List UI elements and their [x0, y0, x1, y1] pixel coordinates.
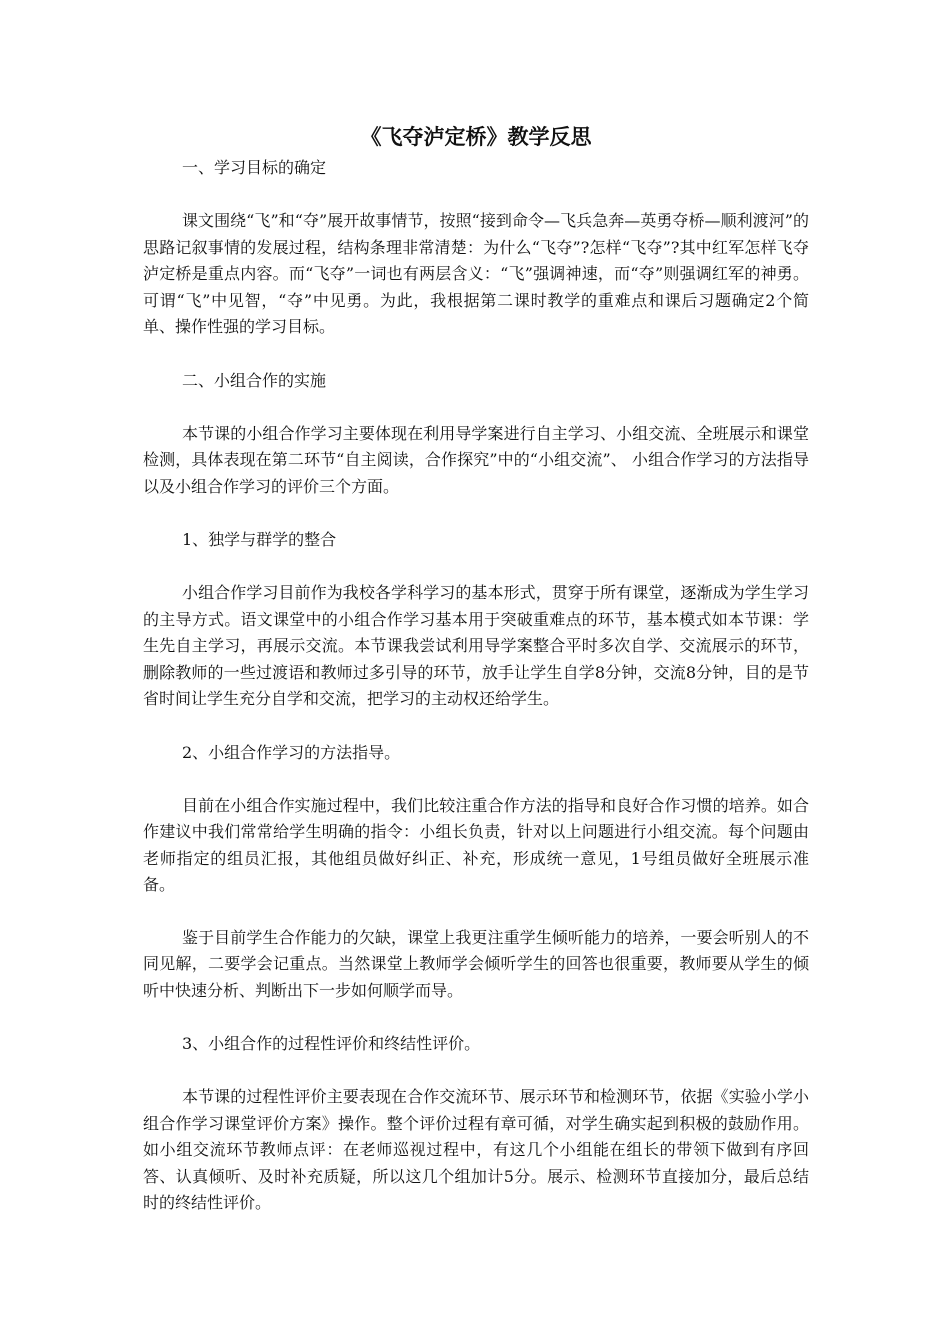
document-body [143, 120, 809, 1217]
section-heading-learning-goals: 一、学习目标的确定 [182, 158, 327, 177]
paragraph-learning-goals: 课文围绕“飞”和“夺”展开故事情节，按照“接到命令—飞兵急奔—英勇夺桥—顺利渡河”的思路记叙事情的发展过程，结构条理非常清楚：为什么“飞夺”?怎样“飞夺”?其中红军怎样飞夺泸定桥是重点内容。而“飞夺”一词也有两层含义：“飞”强调神速，而“夺”则强调红军的神勇。可谓“飞”中见智，“夺”中见勇。为此，我根据第二课时教学的重难点和课后习题确定2个简单、操作性强的学习目标。 [143, 211, 809, 336]
paragraph-self-and-group-study: 小组合作学习目前作为我校各学科学习的基本形式，贯穿于所有课堂，逐渐成为学生学习的主导方式。语文课堂中的小组合作学习基本用于突破重难点的环节，基本模式如本节课：学生先自主学习，再展示交流。本节课我尝试利用导学案整合平时多次自学、交流展示的环节，删除教师的一些过渡语和教师过多引导的环节，放手让学生自学8分钟，交流8分钟，目的是节省时间让学生充分自学和交流，把学习的主动权还给学生。 [143, 583, 809, 708]
paragraph-listening-skills: 鉴于目前学生合作能力的欠缺，课堂上我更注重学生倾听能力的培养，一要会听别人的不同见解，二要学会记重点。当然课堂上教师学会倾听学生的回答也很重要，教师要从学生的倾听中快速分析、判断出下一步如何顺学而导。 [143, 927, 809, 1000]
paragraph-method-guidance: 目前在小组合作实施过程中，我们比较注重合作方法的指导和良好合作习惯的培养。如合作建议中我们常常给学生明确的指令：小组长负责，针对以上问题进行小组交流。每个问题由老师指定的组员汇报，其他组员做好纠正、补充，形成统一意见，1号组员做好全班展示准备。 [143, 795, 809, 894]
section-heading-group-cooperation: 二、小组合作的实施 [182, 370, 327, 390]
section-heading-evaluation: 3、小组合作的过程性评价和终结性评价。 [182, 1034, 481, 1053]
paragraph-evaluation: 本节课的过程性评价主要表现在合作交流环节、展示环节和检测环节，依据《实验小学小组合作学习课堂评价方案》操作。整个评价过程有章可循，对学生确实起到积极的鼓励作用。如小组交流环节教师点评：在老师巡视过程中，有这几个小组能在组长的带领下做到有序回答、认真倾听、及时补充质疑，所以这几个组加计5分。展示、检测环节直接加分，最后总结时的终结性评价。 [143, 1087, 809, 1212]
section-heading-self-and-group-study: 1、独学与群学的整合 [182, 530, 337, 549]
section-heading-method-guidance: 2、小组合作学习的方法指导。 [182, 742, 401, 762]
paragraph-group-cooperation: 本节课的小组合作学习主要体现在利用导学案进行自主学习、小组交流、全班展示和课堂检测，具体表现在第二环节“自主阅读，合作探究”中的“小组交流”、 小组合作学习的方法指导以及小组合作学习的评价三个方面。 [143, 423, 809, 496]
document-title: 《飞夺泸定桥》教学反思 [360, 124, 592, 149]
